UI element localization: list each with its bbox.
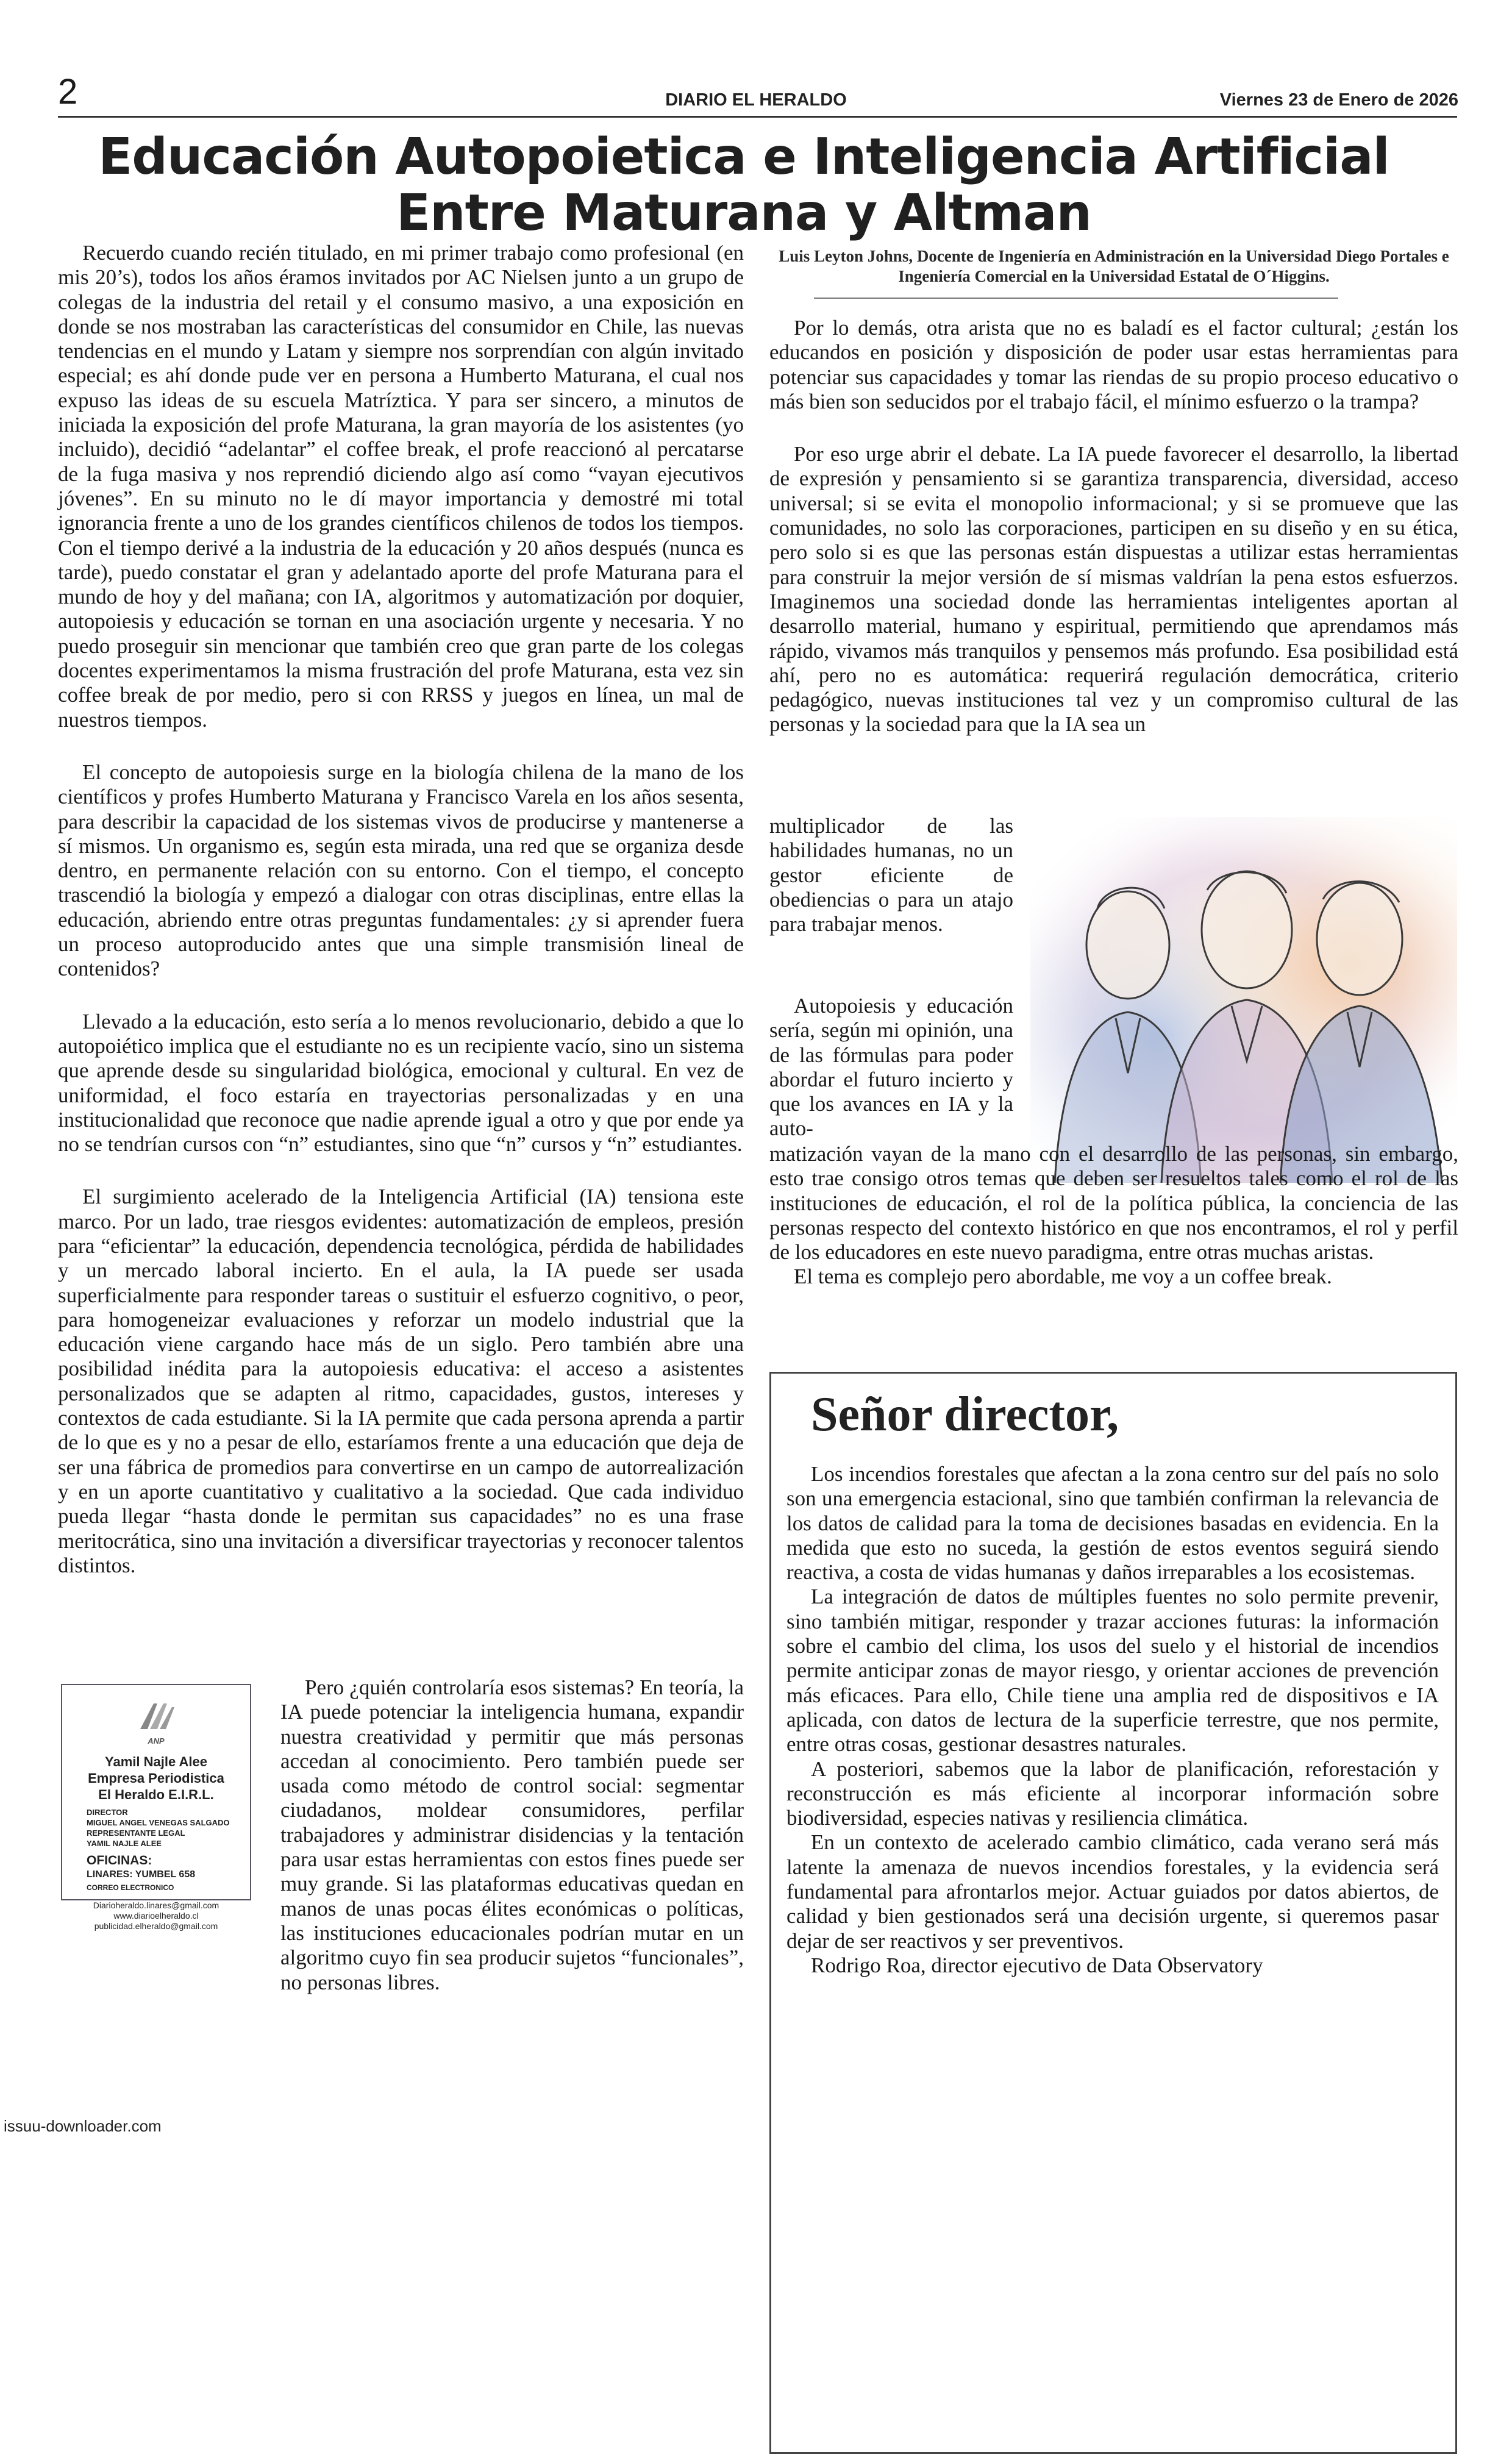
letter-paragraph: A posteriori, sabemos que la labor de planificación, reforestación y reconstrucción es más eficiente al incorporar información sobre biodiversidad, especies nativas y resiliencia climática. — [786, 1757, 1439, 1830]
masthead-box — [61, 1684, 251, 1900]
letter-paragraph: La integración de datos de múltiples fuentes no solo permite prevenir, sino también mitigar, responder y trazar acciones futuras: la información sobre el cambio del clima, los usos del suelo y el historial de incendios permite anticipar zonas de mayor riesgo, y orientar acciones de prevención más eficaces. Para ello, Chile tiene una amplia red de dispositivos e IA aplicada, con datos de lectura de la superficie terrestre, que nos permite, entre otras cosas, gestionar desastres naturales. — [786, 1585, 1439, 1757]
masthead-contacts — [61, 1900, 251, 1931]
publication-name: DIARIO EL HERALDO — [665, 90, 847, 110]
paragraph: Por eso urge abrir el debate. La IA puede favorecer el desarrollo, la libertad de expresión y pensamiento si se garantiza transparencia, diversidad, acceso universal; si se evita el monopolio informacional; y si se promueve que las comunidades, no solo las corporaciones, participen en su diseño y en su ética, pero solo si es que las personas están dispuestas a utilizar estas herramientas para construir la mejor versión de sí mismas valdrían la pena estos esfuerzos. Imaginemos una sociedad donde las herramientas inteligentes aportan al desarrollo material, humano y espiritual, permitiendo que aprendamos más rápido, vivamos más tranquilos y pensemos más profundo. Esa posibilidad está ahí, pero no es automática: requerirá regulación democrática, criterio pedagógico, nuevas instituciones tal vez y un compromiso cultural de las personas y la sociedad para que la IA sea un — [769, 442, 1458, 737]
letter-signature: Rodrigo Roa, director ejecutivo de Data Observatory — [811, 1953, 1263, 1977]
article-right-column — [769, 316, 1458, 737]
wrap-text-2 — [769, 994, 1013, 1141]
company-line-2: El Heraldo E.I.R.L. — [98, 1787, 214, 1802]
article-right-lower — [769, 1142, 1458, 1289]
paragraph: multiplicador de las habilidades humanas, no un gestor eficiente de obediencias o para un atajo para trabajar menos. — [769, 814, 1013, 936]
paragraph: matización vayan de la mano con el desarrollo de las personas, sin embargo, esto trae consigo otros temas que deben ser resueltos tales como el rol de las instituciones de educación, el rol de la política pública, la conciencia de las personas respecto del contexto histórico en que nos encontramos, el rol y perfil de los educadores en este nuevo paradigma, entre otras muchas aristas. — [769, 1142, 1458, 1264]
paragraph: El concepto de autopoiesis surge en la biología chilena de la mano de los científicos y profes Humberto Maturana y Francisco Varela en los años sesenta, para describir la capacidad de los sistemas vivos de producirse y mantenerse a sí mismos. Un organismo es, según esta mirada, una red que se organiza desde dentro, en permanente relación con su entorno. Con el tiempo, el concepto trascendió la biología y empezó a dialogar con otras disciplinas, entre ellas la educación, abriendo entre otras preguntas fundamentales: ¿y si aprender fuera un proceso autoproducido antes que una simple transmisión lineal de contenidos? — [58, 760, 744, 981]
owner-name: Yamil Najle Alee — [105, 1754, 207, 1769]
letter-paragraph: En un contexto de acelerado cambio climático, cada verano será más latente la amenaza de nuevos incendios forestales, y la evidencia será fundamental para afrontarlos mejor. Actuar guiados por datos abiertos, de calidad y bien gestionados será una decisión urgente, si queremos pasar dejar de ser reactivos y ser preventivos. — [786, 1830, 1439, 1953]
paragraph: Llevado a la educación, esto sería a lo menos revolucionario, debido a que lo autopoiético implica que el estudiante no es un recipiente vacío, sino un sistema que aprende desde su singularidad biológica, emocional y cultural. En vez de uniformidad, el foco estaría en trayectorias personalizadas y en una institucionalidad que reconoce que nadie aprende igual a otro y que por ende ya no se tendrían cursos con “n” estudiantes, sino que “n” cursos y “n” estudiantes. — [58, 1009, 744, 1157]
director-block — [87, 1807, 230, 1849]
anp-label: ANP — [148, 1736, 165, 1746]
office-address: LINARES: YUMBEL 658 — [87, 1869, 196, 1880]
letter-paragraph: Los incendios forestales que afectan a la zona centro sur del país no solo son una emergencia estacional, sino que también confirman la relevancia de los datos de calidad para la toma de decisiones basadas en evidencia. En la medida que esto no suceda, la gestión de estos eventos seguirá siendo reactiva, a costa de vidas humanas y daños irreparables a los ecosistemas. — [786, 1462, 1439, 1585]
byline-rule — [814, 298, 1338, 299]
director-label: DIRECTOR — [87, 1808, 128, 1817]
paragraph: El surgimiento acelerado de la Inteligencia Artificial (IA) tensiona este marco. Por un lado, trae riesgos evidentes: automatización de empleos, presión para “eficientar” la educación, dependencia tecnológica, pérdida de habilidades y un mercado laboral incierto. En el aula, la IA puede ser usada superficialmente para responder tareas o sustituir el esfuerzo cognitivo, o peor, para homogeneizar evaluaciones y reforzar un modelo industrial que la educación viene cargando hace más de un siglo. Pero también abre una posibilidad inédita para la autopoiesis educativa: el acceso a asistentes personalizados que se adapten al ritmo, capacidades, gustos, intereses y contextos de cada estudiante. Si la IA permite que cada persona aprenda a partir de lo que es y no a pesar de ello, estaríamos frente a una educación que deja de ser una fábrica de promedios para convertirse en un campo de autorrealización y en un aporte cuantitativo y cualitativo a la sociedad. Que cada individuo pueda llegar “hasta donde le permitan sus capacidades” no es una frase meritocrática, sino una invitación a diversificar trayectorias y reconocer talentos distintos. — [58, 1185, 744, 1577]
paragraph: Por lo demás, otra arista que no es baladí es el factor cultural; ¿están los educandos en posición y disposición de poder usar estas herramientas para potenciar sus capacidades y tomar las riendas de su propio proceso educativo o más bien son seducidos por el trabajo fácil, el mínimo esfuerzo o la trampa? — [769, 316, 1458, 413]
article-byline: Luis Leyton Johns, Docente de Ingeniería en Administración en la Universidad Diego Portales e Ingeniería Comercial en la Universidad Estatal de O´Higgins. — [779, 247, 1449, 285]
paragraph: Recuerdo cuando recién titulado, en mi primer trabajo como profesional (en mis 20’s), todos los años éramos invitados por AC Nielsen junto a un grupo de colegas de la industria del retail y el consumo masivo, a una exposición en donde se nos mostraban las características del consumidor en Chile, las nuevas tendencias en el mundo y Latam y siempre nos sorprendían con algún invitado especial; es ahí donde pude ver en persona a Humberto Maturana, el cual nos expuso las ideas de su escuela Matríztica. Y para ser sincero, a minutos de iniciada la exposición del profe Maturana, la gran mayoría de los asistentes (yo incluido), decidió “adelantar” el coffee break, el profe reaccionó al percatarse de la fuga masiva y nos reprendió diciendo algo así como “vayan ejecutivos jóvenes”. En su minuto no le dí mayor importancia y demostré mi total ignorancia frente a uno de los grandes científicos chilenos de todos los tiempos. Con el tiempo derivé a la industria de la educación y 20 años después (nunca es tarde), puedo constatar el gran y adelantado aporte del profe Maturana para el mundo de hoy y del mañana; con IA, algoritmos y automatización por doquier, autopoiesis y educación se tornan en una asociación urgente y necesaria. Y no puedo proseguir sin mencionar que también creo que gran parte de los colegas docentes experimentamos la misma frustración del profe Maturana, esta vez sin coffee break de por medio, pero si con RRSS y juegos en línea, un mal de nuestros tiempos. — [58, 241, 744, 732]
headline-line-1: Educación Autopoietica e Inteligencia Artificial — [98, 128, 1389, 186]
paragraph: Autopoiesis y educación sería, según mi opinión, una de las fórmulas para poder abordar el futuro incierto y que los avances en IA y la auto- — [769, 994, 1013, 1141]
wrap-text-1 — [769, 814, 1013, 936]
article-left-column — [58, 241, 744, 1578]
masthead-owner — [62, 1753, 250, 1803]
page-number: 2 — [58, 72, 78, 112]
watermark-text: issuu-downloader.com — [4, 2117, 162, 2135]
paragraph: Pero ¿quién controlaría esos sistemas? En teoría, la IA puede potenciar la inteligencia humana, expandir nuestra creatividad y permitir que más personas accedan al conocimiento. Pero también puede ser usada como método de control social: segmentar ciudadanos, moldear consumidores, perfilar trabajadores y administrar disidencias y la tentación para usar estas herramientas con estos fines puede ser muy grande. Si las plataformas educativas quedan en manos de unas pocas élites económicas o políticas, las instituciones educacionales podrían mutar en un algoritmo cuyo fin sea producir sujetos “funcionales”, no personas libres. — [280, 1675, 744, 1994]
company-line-1: Empresa Periodistica — [88, 1771, 224, 1786]
headline-line-2: Entre Maturana y Altman — [396, 184, 1091, 242]
article-mid-column — [280, 1675, 744, 1995]
article-headline — [73, 129, 1414, 241]
director-name: MIGUEL ANGEL VENEGAS SALGADO — [87, 1818, 230, 1827]
header-rule — [58, 116, 1457, 118]
email-2[interactable]: publicidad.elheraldo@gmail.com — [94, 1921, 218, 1931]
issue-date: Viernes 23 de Enero de 2026 — [1219, 90, 1458, 110]
anp-logo-icon — [135, 1699, 178, 1736]
letter-body — [786, 1462, 1439, 1978]
legal-name: YAMIL NAJLE ALEE — [87, 1839, 162, 1848]
paragraph: El tema es complejo pero abordable, me voy a un coffee break. — [794, 1264, 1332, 1289]
email-1[interactable]: Diarioheraldo.linares@gmail.com — [93, 1900, 219, 1910]
article-illustration — [1030, 817, 1457, 1183]
offices-label: OFICINAS: — [87, 1853, 152, 1867]
letter-title: Señor director, — [811, 1388, 1119, 1441]
legal-label: REPRESENTANTE LEGAL — [87, 1828, 185, 1838]
website-link[interactable]: www.diarioelheraldo.cl — [113, 1911, 199, 1921]
email-label: CORREO ELECTRONICO — [87, 1883, 174, 1892]
